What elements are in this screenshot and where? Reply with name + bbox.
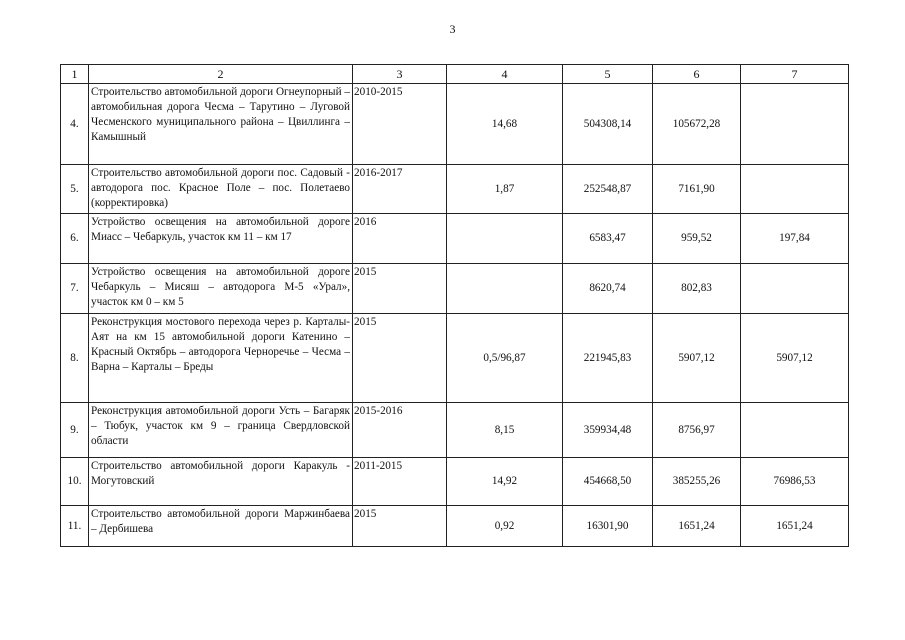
col7-cell: 5907,12: [741, 314, 849, 403]
col7-cell: [741, 165, 849, 214]
row-number: 7.: [61, 264, 89, 314]
cost-cell: 6583,47: [563, 214, 653, 264]
object-name: Устройство освещения на автомобильной дороге Миасс – Чебаркуль, участок км 11 – км 17: [89, 214, 353, 264]
col7-cell: [741, 84, 849, 165]
row-number: 4.: [61, 84, 89, 165]
period-cell: 2010-2015: [353, 84, 447, 165]
cost-cell: 221945,83: [563, 314, 653, 403]
cost-cell: 252548,87: [563, 165, 653, 214]
col6-cell: 1651,24: [653, 506, 741, 547]
length-cell: 0,92: [447, 506, 563, 547]
cost-cell: 359934,48: [563, 403, 653, 458]
roads-table: [60, 64, 849, 547]
object-name: Строительство автомобильной дороги Огнеупорный – автомобильная дорога Чесма – Тарутино – Луговой Чесменского муниципального района – Цвиллинга – Камышный: [89, 84, 353, 165]
column-header: 3: [353, 65, 447, 84]
table-row: [61, 458, 849, 506]
column-header: 1: [61, 65, 89, 84]
row-number: 9.: [61, 403, 89, 458]
column-header: 2: [89, 65, 353, 84]
table-row: [61, 214, 849, 264]
table-row: [61, 165, 849, 214]
row-number: 6.: [61, 214, 89, 264]
column-header: 4: [447, 65, 563, 84]
cost-cell: 504308,14: [563, 84, 653, 165]
object-name: Реконструкция мостового перехода через р. Карталы-Аят на км 15 автомобильной дороги Катенино – Красный Октябрь – автодорога Черноречье – Чесма – Варна – Карталы – Бреды: [89, 314, 353, 403]
length-cell: 8,15: [447, 403, 563, 458]
col6-cell: 802,83: [653, 264, 741, 314]
col7-cell: [741, 403, 849, 458]
column-header: 6: [653, 65, 741, 84]
object-name: Строительство автомобильной дороги Маржинбаева – Дербишева: [89, 506, 353, 547]
period-cell: 2015-2016: [353, 403, 447, 458]
col7-cell: 197,84: [741, 214, 849, 264]
table-row: [61, 84, 849, 165]
period-cell: 2015: [353, 506, 447, 547]
row-number: 10.: [61, 458, 89, 506]
length-cell: 0,5/96,87: [447, 314, 563, 403]
length-cell: [447, 214, 563, 264]
table-row: [61, 264, 849, 314]
col6-cell: 7161,90: [653, 165, 741, 214]
col6-cell: 5907,12: [653, 314, 741, 403]
col6-cell: 385255,26: [653, 458, 741, 506]
table-row: [61, 403, 849, 458]
table-row: [61, 314, 849, 403]
column-header: 5: [563, 65, 653, 84]
length-cell: 1,87: [447, 165, 563, 214]
col6-cell: 959,52: [653, 214, 741, 264]
period-cell: 2016-2017: [353, 165, 447, 214]
row-number: 5.: [61, 165, 89, 214]
object-name: Строительство автомобильной дороги Каракуль - Могутовский: [89, 458, 353, 506]
object-name: Устройство освещения на автомобильной дороге Чебаркуль – Мисяш – автодорога М-5 «Урал», участок км 0 – км 5: [89, 264, 353, 314]
period-cell: 2015: [353, 314, 447, 403]
period-cell: 2011-2015: [353, 458, 447, 506]
col7-cell: [741, 264, 849, 314]
row-number: 11.: [61, 506, 89, 547]
period-cell: 2016: [353, 214, 447, 264]
cost-cell: 454668,50: [563, 458, 653, 506]
length-cell: [447, 264, 563, 314]
length-cell: 14,68: [447, 84, 563, 165]
cost-cell: 16301,90: [563, 506, 653, 547]
length-cell: 14,92: [447, 458, 563, 506]
cost-cell: 8620,74: [563, 264, 653, 314]
col6-cell: 105672,28: [653, 84, 741, 165]
column-header: 7: [741, 65, 849, 84]
col7-cell: 76986,53: [741, 458, 849, 506]
col7-cell: 1651,24: [741, 506, 849, 547]
row-number: 8.: [61, 314, 89, 403]
col6-cell: 8756,97: [653, 403, 741, 458]
page-number: 3: [449, 22, 456, 36]
header-row: [61, 65, 849, 84]
object-name: Реконструкция автомобильной дороги Усть – Багаряк – Тюбук, участок км 9 – граница Свердловской области: [89, 403, 353, 458]
period-cell: 2015: [353, 264, 447, 314]
table-row: [61, 506, 849, 547]
object-name: Строительство автомобильной дороги пос. Садовый - автодорога пос. Красное Поле – пос. Полетаево (корректировка): [89, 165, 353, 214]
